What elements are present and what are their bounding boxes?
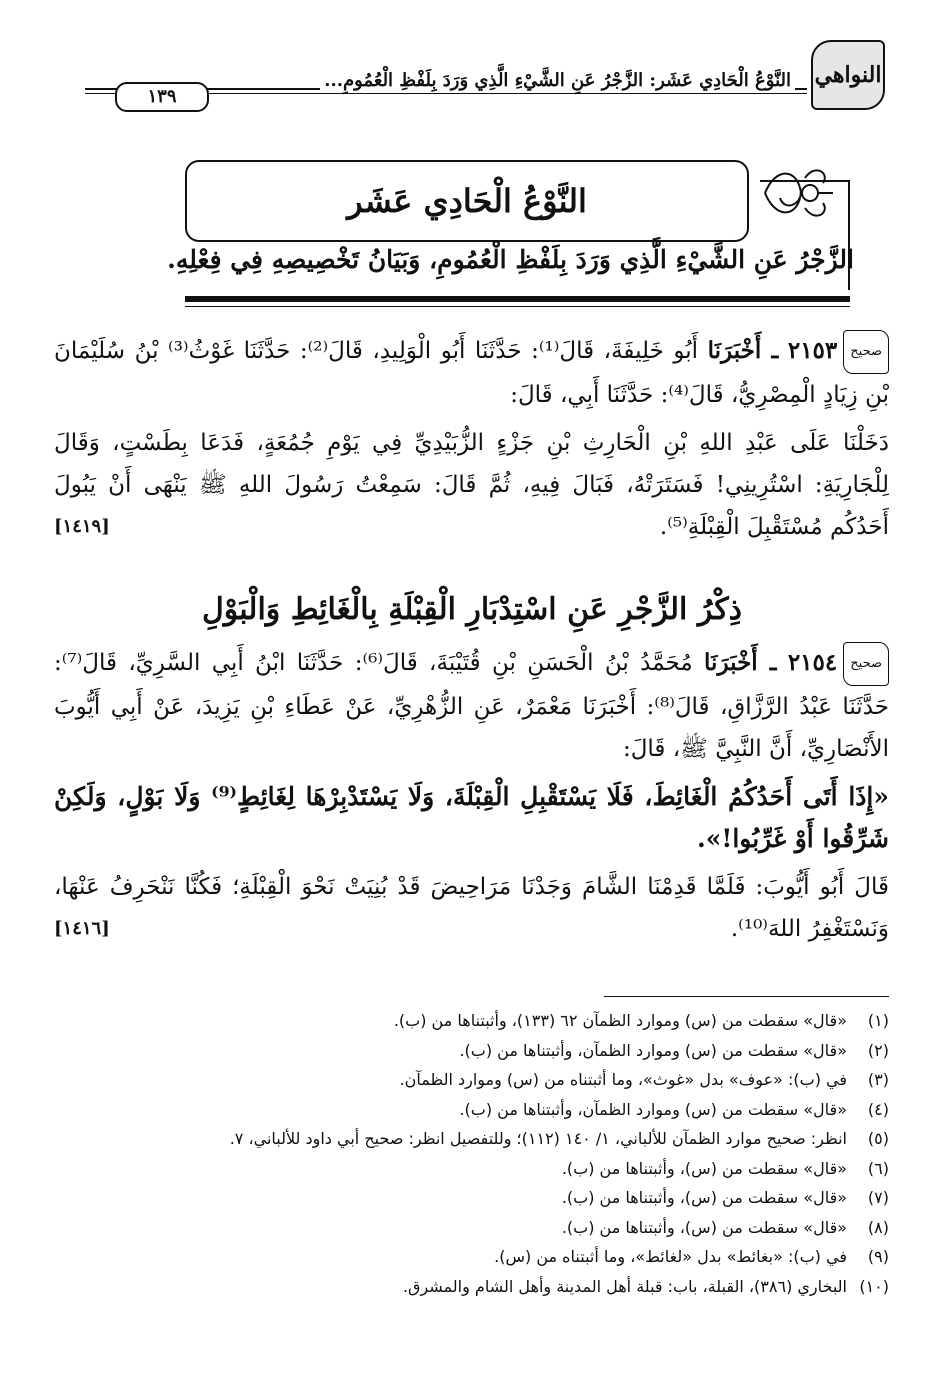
- hadith-reference: [١٤١٩]: [54, 516, 110, 537]
- page-number: ١٣٩: [115, 82, 209, 112]
- footnote-number: (٩): [867, 1247, 889, 1266]
- hadith-text: [54, 422, 889, 548]
- footnote-text: في (ب): «بغائط» بدل «لغائط»، وما أثبتناه من (س).: [494, 1247, 847, 1266]
- floral-ornament-icon: [755, 158, 835, 228]
- footnote-text: «قال» سقطت من (س)، وأثبتناها من (ب).: [561, 1217, 847, 1237]
- footnote-item: [54, 1124, 889, 1154]
- narrator-comment: [54, 866, 889, 950]
- footnote-number: (٢): [867, 1040, 889, 1060]
- intro-label: ـ أَخْبَرَنَا: [707, 337, 779, 364]
- footnote-separator: [604, 996, 889, 997]
- intro-label: ـ أَخْبَرَنَا: [704, 649, 777, 676]
- section-title: النَّوْعُ الْحَادِي عَشَر: [347, 182, 587, 220]
- footnote-text: انظر: صحيح موارد الظمآن للألباني، ١/ ١٤٠ (١١٢)؛ وللتفصيل انظر: صحيح أبي داود للألباني، ٧.: [229, 1129, 847, 1148]
- footnote-number: (٨): [867, 1217, 889, 1237]
- footnote-number: (٣): [867, 1070, 889, 1089]
- footnote-number: (٦): [867, 1158, 889, 1178]
- isnad-text: أَبُو خَلِيفَةَ، قَالَ⁽¹⁾: حَدَّثَنَا أَبُو الْوَلِيدِ، قَالَ⁽²⁾: حَدَّثَنَا غَوْثُ⁽³⁾ بْنُ سُلَيْمَانَ بْنِ زِيَادٍ الْمِصْرِيُّ، قَالَ⁽⁴⁾: حَدَّثَنَا أَبِي، قَالَ:: [54, 338, 889, 408]
- hadith-chain: [54, 330, 889, 416]
- footnote-item: [54, 1036, 889, 1066]
- chapter-title: ذِكْرُ الزَّجْرِ عَنِ اسْتِدْبَارِ الْقِبْلَةِ بِالْغَائِطِ وَالْبَوْلِ: [201, 592, 743, 627]
- grade-badge: صحيح: [843, 642, 889, 686]
- footnote-text: البخاري (٣٨٦)، القبلة، باب: قبلة أهل المدينة وأهل الشام والمشرق.: [402, 1276, 847, 1296]
- footnote-number: (٧): [867, 1188, 889, 1207]
- footnote-item: [54, 1154, 889, 1184]
- hadith-chain: [54, 642, 889, 770]
- footnote-number: (٤): [867, 1099, 889, 1119]
- footnote-item: [54, 1006, 889, 1036]
- footnote-text: «قال» سقطت من (س) وموارد الظمآن ٦٢ (١٣٣)، وأثبتناها من (ب).: [393, 1011, 847, 1030]
- footnotes-list: [54, 1006, 889, 1301]
- hadith-2153: [54, 330, 889, 548]
- section-divider-thin: [185, 306, 850, 307]
- footnote-item: [54, 1272, 889, 1302]
- section-title-box: [185, 160, 749, 242]
- footnote-text: «قال» سقطت من (س) وموارد الظمآن، وأثبتناها من (ب).: [459, 1040, 847, 1060]
- hadith-reference: [١٤١٦]: [54, 918, 110, 939]
- footnote-item: [54, 1183, 889, 1213]
- running-title: النَّوْعُ الْحَادِي عَشَر: الزَّجْرُ عَنِ الشَّيْءِ الَّذِي وَرَدَ بِلَفْظِ الْعُمُومِ...: [320, 70, 795, 91]
- hadith-number: ٢١٥٤: [787, 649, 838, 676]
- hadith-2154: [54, 642, 889, 950]
- footnote-number: (١٠): [859, 1276, 889, 1296]
- isnad-text: مُحَمَّدُ بْنُ الْحَسَنِ بْنِ قُتَيْبَةَ، قَالَ⁽⁶⁾: حَدَّثَنَا ابْنُ أَبِي السَّرِيِّ، قَالَ⁽⁷⁾: حَدَّثَنَا عَبْدُ الرَّزَّاقِ، قَالَ⁽⁸⁾: أَخْبَرَنَا مَعْمَرٌ، عَنِ الزُّهْرِيِّ، عَنْ عَطَاءِ بْنِ يَزِيدَ، عَنْ أَبِي أَيُّوبَ الأَنْصَارِيِّ، أَنَّ النَّبِيَّ ﷺ، قَالَ:: [54, 650, 889, 762]
- comment-text: قَالَ أَبُو أَيُّوبَ: فَلَمَّا قَدِمْنَا الشَّامَ وَجَدْنَا مَرَاحِيضَ قَدْ بُنِيَتْ نَحْوَ الْقِبْلَةِ؛ فَكُنَّا نَنْحَرِفُ عَنْهَا، وَنَسْتَغْفِرُ اللهَ⁽¹⁰⁾.: [54, 874, 889, 942]
- footnote-number: (١): [867, 1011, 889, 1030]
- footnote-text: «قال» سقطت من (س)، وأثبتناها من (ب).: [561, 1188, 847, 1207]
- section-description: الزَّجْرُ عَنِ الشَّيْءِ الَّذِي وَرَدَ بِلَفْظِ الْعُمُومِ، وَبَيَانُ تَخْصِيصِهِ فِي فِعْلِهِ.: [167, 245, 854, 274]
- footnote-text: في (ب): «عوف» بدل «غوث»، وما أثبتناه من (س) وموارد الظمآن.: [399, 1070, 847, 1089]
- book-logo: النواهي: [811, 40, 885, 110]
- page-header: [85, 40, 885, 118]
- footnote-item: [54, 1065, 889, 1095]
- grade-badge: صحيح: [843, 330, 889, 374]
- footnote-item: [54, 1242, 889, 1272]
- footnote-text: «قال» سقطت من (س) وموارد الظمآن، وأثبتناها من (ب).: [459, 1099, 847, 1119]
- hadith-text: «إِذَا أَتَى أَحَدُكُمُ الْغَائِطَ، فَلَا يَسْتَقْبِلِ الْقِبْلَةَ، وَلَا يَسْتَدْبِرْهَا لِغَائِطٍ⁽⁹⁾ وَلَا بَوْلٍ، وَلَكِنْ شَرِّقُوا أَوْ غَرِّبُوا!».: [54, 782, 889, 853]
- matn-text: دَخَلْنَا عَلَى عَبْدِ اللهِ بْنِ الْحَارِثِ بْنِ جَزْءٍ الزُّبَيْدِيِّ فِي يَوْمِ جُمُعَةٍ، فَدَعَا بِطَسْتٍ، وَقَالَ لِلْجَارِيَةِ: اسْتُرِينِي! فَسَتَرَتْهُ، فَبَالَ فِيهِ، ثُمَّ قَالَ: سَمِعْتُ رَسُولَ اللهِ ﷺ يَنْهَى أَنْ يَبُولَ أَحَدُكُم مُسْتَقْبِلَ الْقِبْلَةِ⁽⁵⁾.: [54, 430, 889, 540]
- footnote-item: [54, 1095, 889, 1125]
- footnote-text: «قال» سقطت من (س)، وأثبتناها من (ب).: [561, 1158, 847, 1178]
- section-divider: [185, 296, 850, 302]
- footnote-number: (٥): [867, 1129, 889, 1148]
- hadith-number: ٢١٥٣: [787, 337, 838, 364]
- footnote-item: [54, 1213, 889, 1243]
